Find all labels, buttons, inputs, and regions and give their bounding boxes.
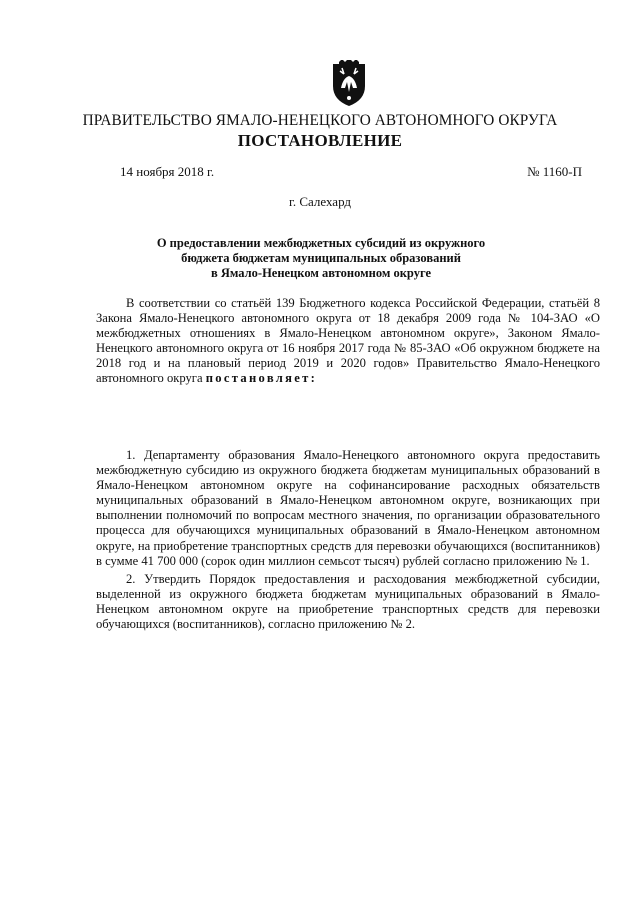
preamble-paragraph bbox=[96, 296, 600, 387]
item-1-paragraph: 1. Департаменту образования Ямало-Ненецкого автономного округа предоставить межбюджетную субсидию из окружного бюджета бюджетам муниципальных образований в Ямало-Ненецком автономном округе на софинансирование расходных обязательств муниципальных образований в Ямало-Ненецком автономном округе, возникающих при выполнении полномочий по вопросам местного значения, по организации образовательного процесса для обучающихся муниципальных образований в Ямало-Ненецком автономном округе, на приобретение транспортных средств для перевозки обучающихся (воспитанников) в сумме 41 700 000 (сорок один миллион семьсот тысяч) рублей согласно приложению № 1. bbox=[96, 448, 600, 568]
government-name: ПРАВИТЕЛЬСТВО ЯМАЛО-НЕНЕЦКОГО АВТОНОМНОГО ОКРУГА bbox=[82, 112, 558, 129]
coat-of-arms-icon bbox=[329, 60, 369, 108]
title-line: в Ямало-Ненецком автономном округе bbox=[210, 266, 432, 280]
document-title bbox=[140, 236, 502, 281]
preamble-text: В соответствии со статьёй 139 Бюджетного кодекса Российской Федерации, статьёй 8 Закона Ямало-Ненецкого автономного округа от 18 декабря 2009 года № 104-ЗАО «О межбюджетных отношениях в Ямало-Ненецком автономном округе», Законом Ямало-Ненецкого автономного округа от 16 ноября 2017 года № 85-ЗАО «Об окружном бюджете на 2018 год и на плановый период 2019 и 2020 годов» Правительство Ямало-Ненецкого автономного округа bbox=[96, 296, 600, 386]
title-line: О предоставлении межбюджетных субсидий из окружного bbox=[156, 236, 486, 250]
document-city: г. Салехард bbox=[288, 194, 352, 209]
item-2-paragraph: 2. Утвердить Порядок предоставления и расходования межбюджетной субсидии, выделенной из окружного бюджета бюджетам муниципальных образований в Ямало-Ненецком автономном округе на приобретение транспортных средств для перевозки обучающихся (воспитанников), согласно приложению № 2. bbox=[96, 572, 600, 632]
document-type: ПОСТАНОВЛЕНИЕ bbox=[237, 131, 403, 150]
resolves-word: постановляет: bbox=[205, 371, 318, 386]
document-number: № 1160-П bbox=[527, 164, 582, 179]
title-line: бюджета бюджетам муниципальных образований bbox=[181, 251, 461, 265]
document-date: 14 ноября 2018 г. bbox=[120, 164, 215, 179]
